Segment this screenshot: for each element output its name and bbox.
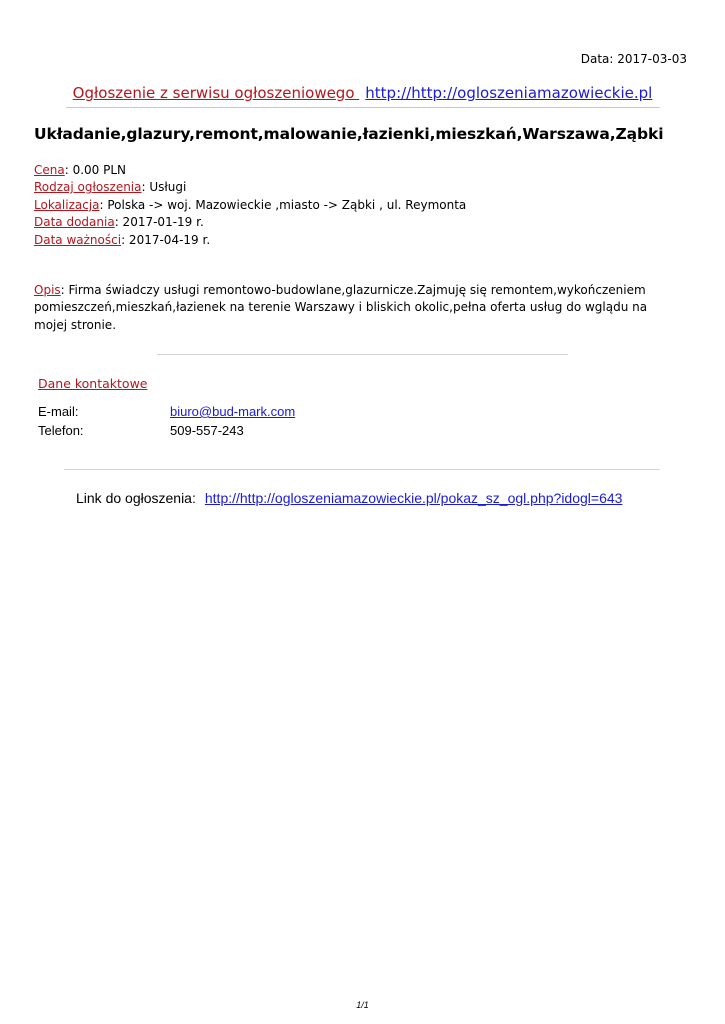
field-value: : Polska -> woj. Mazowieckie ,miasto -> Ząbki , ul. Reymonta [99,197,467,212]
field-value: : 2017-01-19 r. [114,215,204,230]
email-label: E-mail: [38,404,79,419]
contact-divider [64,469,660,470]
field-expiry-date [34,232,466,249]
document-date: Data: 2017-03-03 [580,52,687,66]
field-label: Lokalizacja [34,197,100,212]
field-value: : 0.00 PLN [64,163,127,177]
contact-email-row [38,404,295,419]
source-link[interactable]: http://http://ogloszeniamazowieckie.pl [365,84,653,102]
field-date-added [34,214,466,231]
description-label: Opis [34,283,61,297]
field-location [34,197,466,214]
source-line [0,84,725,102]
field-label: Rodzaj ogłoszenia [34,180,142,195]
source-label: Ogłoszenie z serwisu ogłoszeniowego [72,84,360,102]
description [34,282,674,334]
description-text: : Firma świadczy usługi remontowo-budowlane,glazurnicze.Zajmuję się remontem,wykończeniem pomieszczeń,mieszkań,łazienek na terenie Warszawy i bliskich okolic,pełna oferta usług do wglądu na mojej stronie. [34,283,648,332]
listing-link[interactable]: http://http://ogloszeniamazowieckie.pl/pokaz_sz_ogl.php?idogl=643 [204,490,623,506]
field-label: Cena [34,163,65,177]
contact-heading: Dane kontaktowe [38,376,148,391]
listing-fields [34,162,466,249]
field-type [34,179,466,196]
field-price [34,162,466,179]
field-label: Data ważności [34,232,122,247]
page-number: 1/1 [356,1000,369,1010]
email-link[interactable]: biuro@bud-mark.com [170,404,296,419]
phone-label: Telefon: [38,423,84,438]
listing-link-row [76,490,622,506]
field-value: : 2017-04-19 r. [121,232,211,247]
contact-phone-row [38,423,244,438]
listing-link-label: Link do ogłoszenia: [76,490,196,506]
listing-title: Układanie,glazury,remont,malowanie,łazienki,mieszkań,Warszawa,Ząbki [34,125,664,143]
field-value: : Usługi [141,180,187,195]
field-label: Data dodania [34,215,115,230]
description-divider [157,354,568,355]
phone-value: 509-557-243 [170,423,244,438]
header-divider [66,107,660,108]
